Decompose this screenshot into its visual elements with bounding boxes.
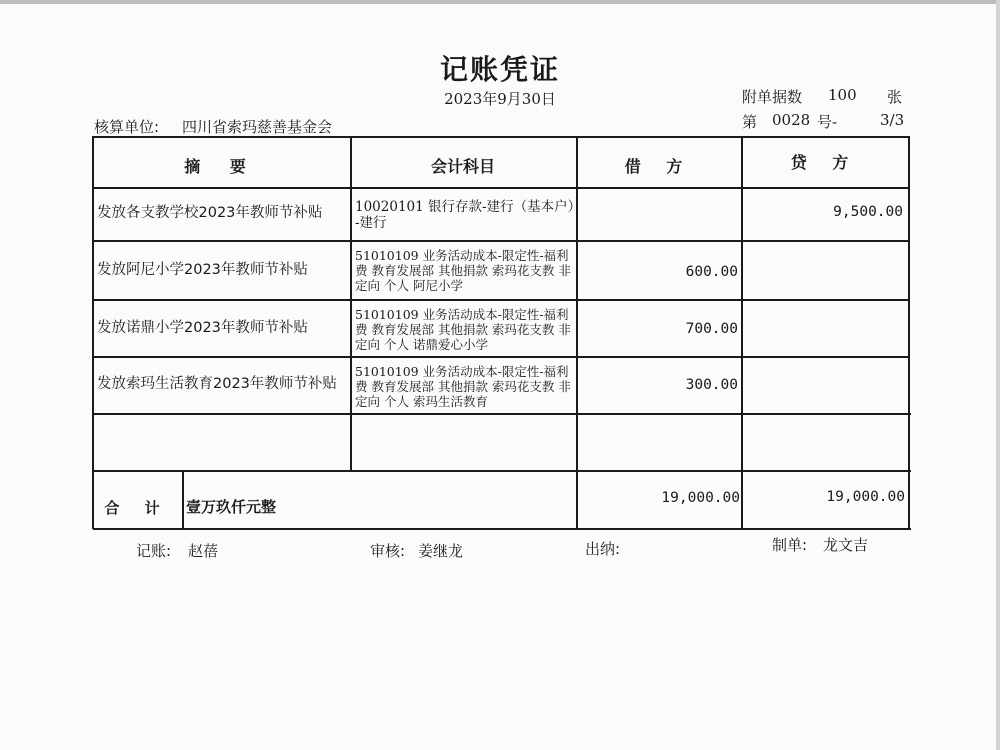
row-debit: 300.00 — [685, 377, 738, 393]
total-credit: 19,000.00 — [826, 489, 905, 505]
row-account: 10020101 银行存款-建行（基本户）-建行 — [355, 199, 575, 231]
header-account: 会计科目 — [430, 157, 495, 176]
total-debit: 19,000.00 — [661, 490, 740, 506]
voucher-number: 0028 — [772, 111, 811, 129]
unit-label: 核算单位: — [94, 118, 160, 136]
row-summary: 发放阿尼小学2023年教师节补贴 — [97, 262, 308, 278]
row-summary: 发放各支教学校2023年教师节补贴 — [97, 205, 323, 221]
unit-name: 四川省索玛慈善基金会 — [182, 118, 333, 136]
row-account: 51010109 业务活动成本-限定性-福利费 教育发展部 其他捐款 索玛花支教 非定向 个人 索玛生活教育 — [355, 364, 571, 409]
row-debit: 700.00 — [685, 321, 738, 337]
row-account: 51010109 业务活动成本-限定性-福利费 教育发展部 其他捐款 索玛花支教 非定向 个人 阿尼小学 — [355, 248, 571, 293]
scan-edge — [0, 0, 1000, 4]
total-label: 合 计 — [104, 499, 170, 517]
row-summary: 发放索玛生活教育2023年教师节补贴 — [97, 376, 337, 392]
page-indicator: 3/3 — [880, 111, 905, 129]
header-credit: 贷 方 — [790, 153, 859, 172]
attachment-label: 附单据数 — [742, 88, 803, 106]
preparer-name: 龙文吉 — [823, 536, 869, 554]
header-debit: 借 方 — [624, 157, 693, 176]
cashier-label: 出纳: — [585, 540, 621, 558]
number-prefix: 第 — [742, 113, 758, 131]
bookkeeper-label: 记账: — [136, 542, 172, 560]
number-suffix: 号- — [817, 113, 838, 131]
reviewer-label: 审核: — [370, 542, 406, 560]
row-account: 51010109 业务活动成本-限定性-福利费 教育发展部 其他捐款 索玛花支教 非定向 个人 诺鼎爱心小学 — [355, 307, 571, 352]
total-amount-words: 壹万玖仟元整 — [186, 498, 277, 516]
bookkeeper-name: 赵蓓 — [188, 542, 219, 560]
row-summary: 发放诺鼎小学2023年教师节补贴 — [97, 320, 308, 336]
attachment-unit: 张 — [887, 88, 903, 106]
scan-edge-right — [996, 0, 1000, 750]
attachment-count: 100 — [828, 86, 857, 104]
reviewer-name: 姜继龙 — [418, 542, 464, 560]
voucher-date: 2023年9月30日 — [444, 90, 556, 108]
preparer-label: 制单: — [772, 536, 808, 554]
row-credit: 9,500.00 — [833, 204, 903, 220]
row-debit: 600.00 — [685, 264, 738, 280]
header-summary: 摘 要 — [184, 157, 258, 176]
voucher-title: 记账凭证 — [439, 53, 560, 86]
